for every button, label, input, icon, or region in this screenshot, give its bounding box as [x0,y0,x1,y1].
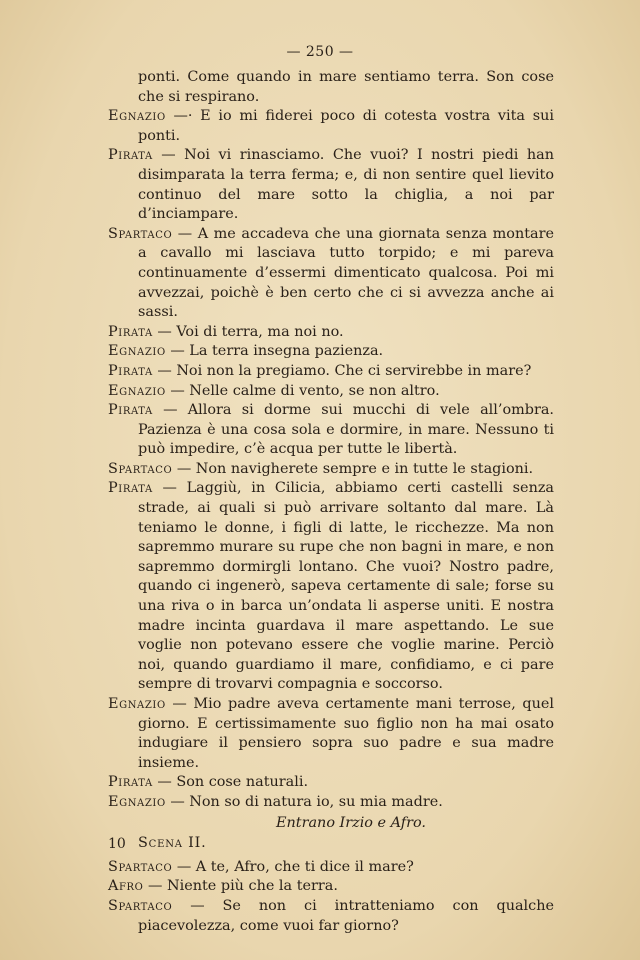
speaker-name: Egnazio [108,108,166,125]
line-text: — Son cose naturali. [152,774,309,791]
dialogue-line [108,793,554,813]
speaker-name: Egnazio [108,343,166,360]
line-text: — Allora si dorme sui mucchi di vele all’ombra. Pazienza è una cosa sola e dormire, in mare. Nessuno ti può impedire, c’è acqua per tutte le libertà. [138,402,554,458]
speaker-name: Afro [108,878,144,895]
line-text: — Noi non la pregiamo. Che ci servirebbe in mare? [152,362,532,379]
dialogue-line [108,695,554,773]
speaker-name: Spartaco [108,858,173,875]
line-text: — Noi vi rinasciamo. Che vuoi? I nostri piedi han disimparata la terra ferma; e, di non sentire quel lievito continuo del mare sotto la chiglia, a noi par d’inciampare. [138,147,554,223]
line-text: — Voi di terra, ma noi no. [152,323,344,340]
line-text: — La terra insegna pazienza. [165,343,384,360]
line-text: — Nelle calme di vento, se non altro. [165,382,440,399]
dialogue-line [108,146,554,224]
speaker-name: Egnazio [108,696,166,712]
dialogue-line [108,342,554,362]
speaker-name: Pirata [108,402,153,419]
speaker-name: Spartaco [108,897,173,914]
dialogue-block-1 [108,68,554,813]
scene-heading: Scena II. [138,835,207,852]
dialogue-line [108,382,554,402]
dialogue-block-2 [108,858,554,936]
speaker-name: Pirata [108,362,153,379]
speaker-name: Pirata [108,774,153,791]
dialogue-line [108,858,554,878]
dialogue-line [108,68,554,107]
dialogue-text [108,68,554,936]
dialogue-line [108,107,554,146]
speaker-name: Spartaco [108,460,173,477]
line-text: — A te, Afro, che ti dice il mare? [172,858,414,875]
speaker-name: Pirata [108,480,153,497]
page-number: — 250 — [286,44,354,60]
line-text: — A me accadeva che una giornata senza montare a cavallo mi lasciava tutto torpido; e mi pareva continuamente d’essermi dimenticato qualcosa. Poi mi avvezzai, poichè è ben certo che ci si avvezza anche ai sassi. [138,225,554,321]
speaker-name: Pirata [108,147,153,164]
line-text: ponti. Come quando in mare sentiamo terra. Son cose che si respirano. [138,69,554,105]
dialogue-line [108,460,554,480]
speaker-name: Spartaco [108,225,173,242]
line-text: — Se non ci intratteniamo con qualche piacevolezza, come vuoi far giorno? [138,897,554,934]
dialogue-line [108,877,554,897]
dialogue-line [108,401,554,460]
speaker-name: Egnazio [108,382,166,399]
line-text: — Non so di natura io, su mia madre. [165,793,443,810]
dialogue-line [108,773,554,793]
dialogue-line [108,225,554,323]
dialogue-line [108,323,554,343]
speaker-name: Pirata [108,323,153,340]
line-text: — Non navigherete sempre e in tutte le stagioni. [172,460,534,477]
stage-direction: Entrano Irzio e Afro. [276,814,426,831]
signature-mark: 10 [108,836,126,852]
speaker-name: Egnazio [108,793,166,810]
dialogue-line [108,479,554,695]
line-text: — Mio padre aveva certamente mani terrose, quel giorno. E certissimamente suo figlio non ha mai osato indugiare il pensiero sopra suo padre e sua madre insieme. [138,696,554,771]
dialogue-line [108,897,554,936]
line-text: — Laggiù, in Cilicia, abbiamo certi castelli senza strade, ai quali si può arrivare soltanto dal mare. Là teniamo le donne, i figli di latte, le ricchezze. Ma non sapremmo murare su rupe che non bagni in mare, e non sapremmo dormirgli lontano. Che vuoi? Nostro padre, quando ci ingenerò, sapeva certamente di sale; forse su una riva o in barca un’ondata li asperse uniti. E nostra madre incinta guardava il mare aspettando. Le sue voglie non potevano essere che voglie marine. Perciò noi, quando guardiamo il mare, confidiamo, e ci pare sempre di trovarvi compagnia e soccorso. [138,480,554,693]
line-text: — Niente più che la terra. [143,878,338,895]
dialogue-line [108,362,554,382]
line-text: —· E io mi fiderei poco di cotesta vostra vita sui ponti. [138,108,554,144]
